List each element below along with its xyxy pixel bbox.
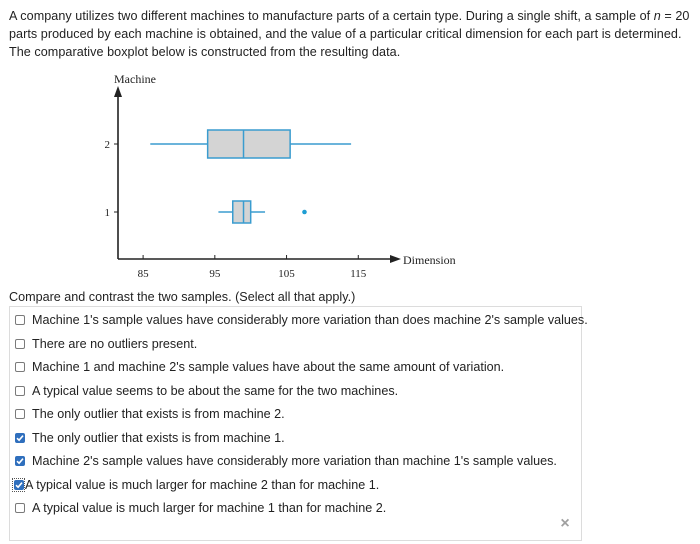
y-tick-label: 1 <box>104 207 110 219</box>
answer-option[interactable] <box>10 357 504 377</box>
y-axis-label: Machine <box>114 72 156 86</box>
boxplot-chart <box>0 66 470 288</box>
answer-option[interactable] <box>10 475 379 495</box>
x-tick-label: 95 <box>209 268 221 280</box>
answer-option-label: A typical value is much larger for machine 2 than for machine 1. <box>25 477 380 492</box>
answer-option[interactable] <box>10 498 386 518</box>
problem-text-1: A company utilizes two different machines to manufacture parts of a certain type. During a single shift, a sample of <box>9 9 651 23</box>
n-value: = 20 <box>664 9 690 23</box>
y-axis-arrow <box>114 86 122 97</box>
x-axis-arrow <box>390 255 401 263</box>
checkbox[interactable] <box>15 409 25 419</box>
checkbox[interactable] <box>15 503 25 513</box>
checkbox-checked[interactable] <box>15 456 25 466</box>
box-machine-1 <box>233 201 251 223</box>
checkbox[interactable] <box>15 315 25 325</box>
focus-outline <box>12 478 25 492</box>
answer-option[interactable] <box>10 404 285 424</box>
box-machine-2 <box>208 130 290 158</box>
close-icon[interactable]: × <box>560 515 570 532</box>
answer-option-label: A typical value is much larger for machine 1 than for machine 2. <box>32 501 387 515</box>
outlier-point-machine-1 <box>302 210 307 215</box>
answer-option-label: The only outlier that exists is from machine 1. <box>32 430 285 445</box>
answer-option-label: A typical value seems to be about the same for the two machines. <box>32 383 399 398</box>
checkbox-checked[interactable] <box>15 433 25 443</box>
chart-axes <box>114 86 401 263</box>
question-prompt: Compare and contrast the two samples. (Select all that apply.) <box>9 290 356 304</box>
answer-option-label: The only outlier that exists is from machine 2. <box>32 407 285 421</box>
x-tick-label: 115 <box>350 268 367 280</box>
n-variable: n <box>653 9 661 23</box>
problem-text-3: The comparative boxplot below is constructed from the resulting data. <box>9 45 401 59</box>
answer-option[interactable] <box>10 381 398 401</box>
checkbox[interactable] <box>15 386 25 396</box>
problem-text-2: parts produced by each machine is obtained, and the value of a particular critical dimension for each part is determined. <box>9 27 682 41</box>
checkbox-checked[interactable] <box>14 480 24 490</box>
answer-option-label: Machine 1 and machine 2's sample values have about the same amount of variation. <box>32 360 505 374</box>
answer-option-label: Machine 1's sample values have considerably more variation than does machine 2's sample values. <box>32 313 588 327</box>
answer-option[interactable] <box>10 428 285 448</box>
checkbox[interactable] <box>15 339 25 349</box>
x-axis-label: Dimension <box>403 253 456 267</box>
answer-option[interactable] <box>10 334 197 354</box>
x-tick-label: 85 <box>137 268 149 280</box>
answer-choices <box>9 306 588 541</box>
answer-option[interactable] <box>10 310 588 330</box>
answer-option-label: Machine 2's sample values have considerably more variation than machine 1's sample values. <box>32 454 557 468</box>
problem-statement <box>9 7 693 61</box>
y-tick-label: 2 <box>104 139 110 151</box>
checkbox[interactable] <box>15 362 25 372</box>
answer-option[interactable] <box>10 451 557 471</box>
x-tick-label: 105 <box>278 268 295 280</box>
answer-option-label: There are no outliers present. <box>32 336 198 351</box>
